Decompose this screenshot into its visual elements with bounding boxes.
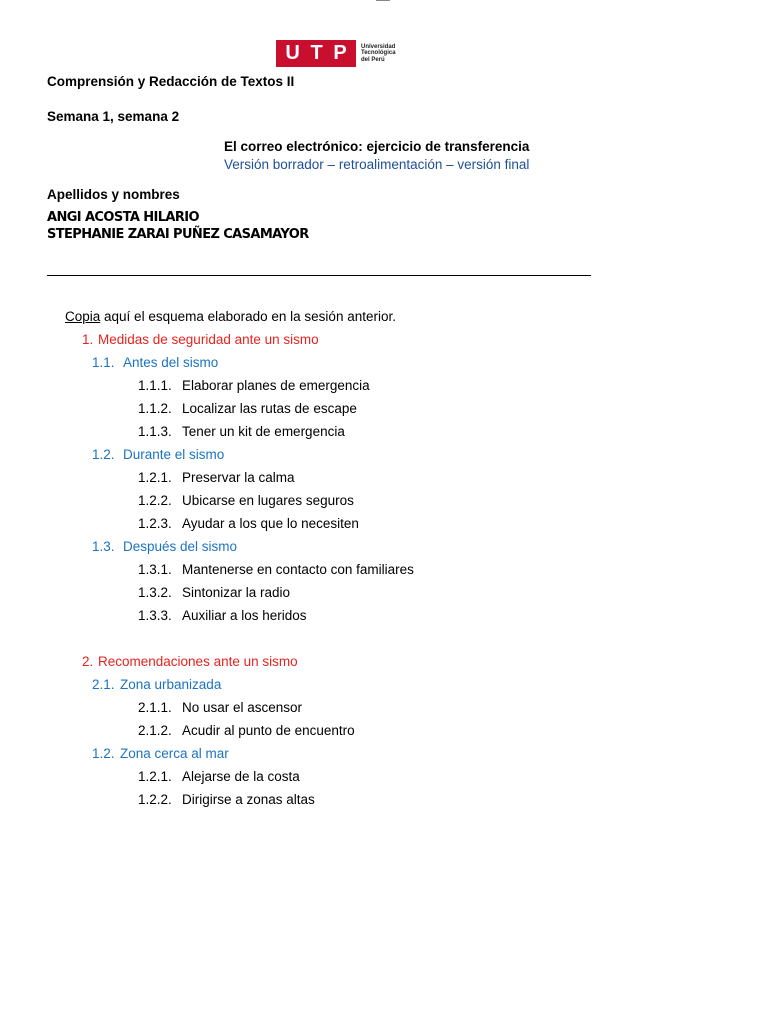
outline-label: Alejarse de la costa — [182, 769, 300, 784]
intro-rest: aquí el esquema elaborado en la sesión anterior. — [100, 309, 396, 324]
outline-number: 1.1.2. — [138, 401, 172, 416]
outline-item — [138, 516, 359, 531]
outline-label: Antes del sismo — [123, 355, 219, 370]
outline-label: Durante el sismo — [123, 447, 225, 462]
outline-number: 1.1.1. — [138, 378, 172, 393]
outline-number: 2.1. — [92, 677, 115, 692]
logo-text-line: Tecnológica — [361, 50, 396, 57]
logo-letter-u: U — [285, 42, 300, 64]
outline-number: 1.3. — [92, 539, 115, 554]
outline-number: 1.2. — [92, 447, 115, 462]
outline-item — [138, 470, 295, 485]
outline-label: No usar el ascensor — [182, 700, 303, 715]
outline-number: 1.2.1. — [138, 769, 172, 784]
intro-copy-word: Copia — [65, 309, 101, 324]
student-name-1: ANGI ACOSTA HILARIO — [47, 210, 199, 225]
outline-label: Ayudar a los que lo necesiten — [182, 516, 359, 531]
outline-label: Acudir al punto de encuentro — [182, 723, 355, 738]
outline-number: 2.1.2. — [138, 723, 172, 738]
outline-item — [138, 562, 414, 577]
outline-number: 1.2. — [92, 746, 115, 761]
outline-item — [138, 585, 290, 600]
outline-number: 1.1.3. — [138, 424, 172, 439]
outline-item — [138, 723, 355, 738]
outline-heading-1 — [82, 332, 319, 347]
outline-label: Medidas de seguridad ante un sismo — [98, 332, 319, 347]
outline-number: 2.1.1. — [138, 700, 172, 715]
utp-logo-mark — [276, 40, 356, 67]
outline-number: 1.2.2. — [138, 493, 172, 508]
outline-number: 1.3.2. — [138, 585, 172, 600]
outline-number: 1.3.1. — [138, 562, 172, 577]
outline-number: 1. — [82, 332, 94, 347]
outline-label: Ubicarse en lugares seguros — [182, 493, 354, 508]
logo-text-line: del Perú — [361, 56, 385, 63]
outline-label: Sintonizar la radio — [182, 585, 291, 600]
outline-label: Después del sismo — [123, 539, 238, 554]
outline-number: 1.2.3. — [138, 516, 172, 531]
outline-item — [138, 792, 315, 807]
outline-subheading — [92, 677, 221, 692]
document-title: El correo electrónico: ejercicio de transferencia — [224, 139, 530, 154]
logo-wordmark — [361, 44, 396, 64]
outline-label: Recomendaciones ante un sismo — [98, 654, 298, 669]
outline-item — [138, 608, 307, 623]
outline-item — [138, 769, 300, 784]
top-divider — [376, 0, 390, 1]
student-name-2: STEPHANIE ZARAI PUÑEZ CASAMAYOR — [47, 227, 309, 242]
logo-letter-p: P — [333, 42, 347, 64]
utp-logo — [276, 40, 396, 67]
outline-number: 2. — [82, 654, 94, 669]
outline-label: Mantenerse en contacto con familiares — [182, 562, 414, 577]
outline-subheading — [92, 746, 229, 761]
outline-subheading — [92, 355, 218, 370]
outline-item — [138, 424, 345, 439]
outline-label: Preservar la calma — [182, 470, 295, 485]
outline-item — [138, 700, 302, 715]
outline-item — [138, 493, 354, 508]
outline-subheading — [92, 539, 237, 554]
outline-label: Elaborar planes de emergencia — [182, 378, 370, 393]
week-label: Semana 1, semana 2 — [47, 109, 180, 124]
outline-label: Tener un kit de emergencia — [182, 424, 345, 439]
intro-instruction — [65, 309, 396, 324]
logo-letter-t: T — [310, 42, 323, 64]
outline-label: Dirigirse a zonas altas — [182, 792, 315, 807]
names-label: Apellidos y nombres — [47, 187, 180, 202]
outline-label: Zona cerca al mar — [120, 746, 229, 761]
outline-label: Zona urbanizada — [120, 677, 222, 692]
outline-number: 1.1. — [92, 355, 115, 370]
outline-label: Auxiliar a los heridos — [182, 608, 307, 623]
outline-subheading — [92, 447, 224, 462]
outline-heading-2 — [82, 654, 298, 669]
outline-item — [138, 401, 357, 416]
outline-number: 1.2.1. — [138, 470, 172, 485]
outline-number: 1.2.2. — [138, 792, 172, 807]
outline-number: 1.3.3. — [138, 608, 172, 623]
logo-text-line: Universidad — [361, 43, 396, 50]
outline-label: Localizar las rutas de escape — [182, 401, 357, 416]
course-title: Comprensión y Redacción de Textos II — [47, 74, 295, 89]
outline-item — [138, 378, 370, 393]
document-subtitle: Versión borrador – retroalimentación – versión final — [224, 157, 530, 172]
separator-line — [47, 275, 591, 276]
